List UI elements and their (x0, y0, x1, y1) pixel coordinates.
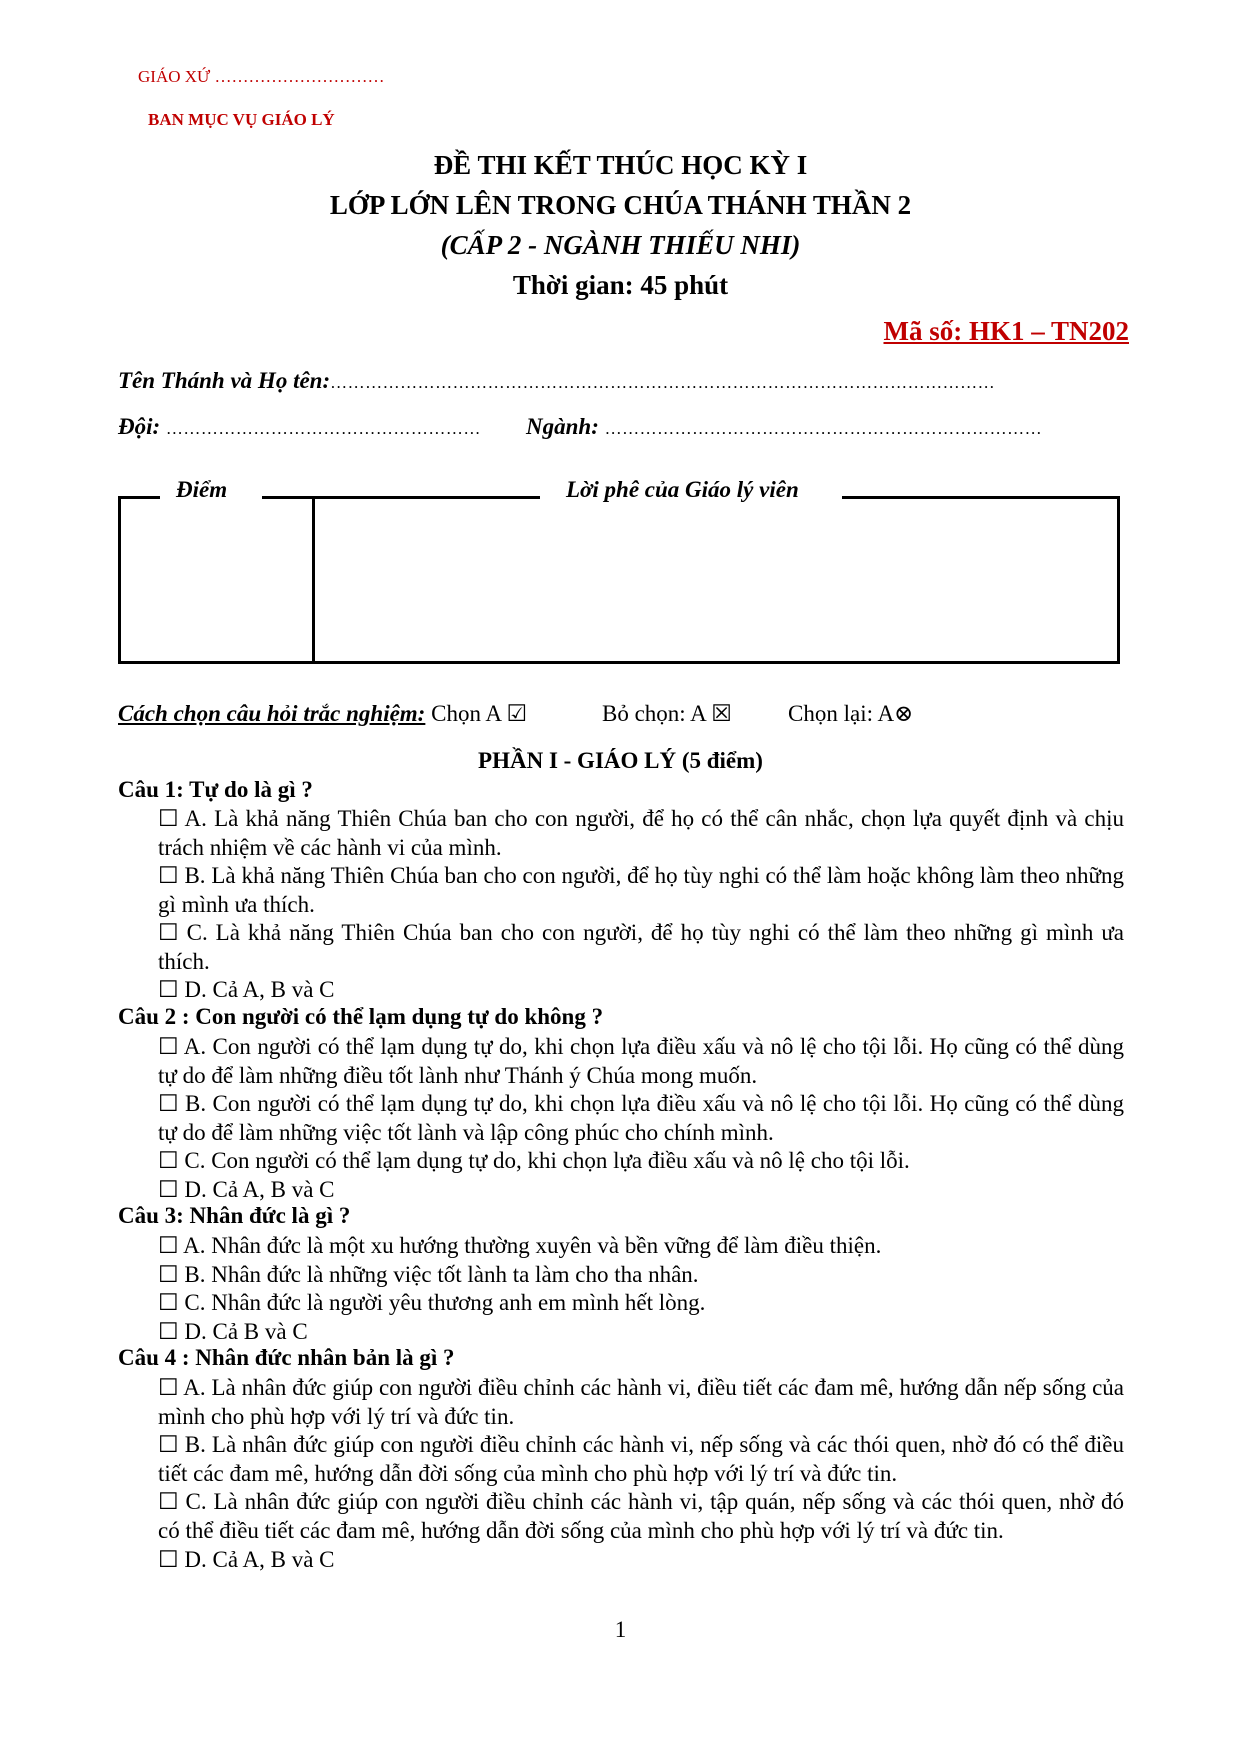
question-title: Câu 4 : Nhân đức nhân bản là gì ? (118, 1345, 455, 1370)
answer-option[interactable]: ☐ B. Là khả năng Thiên Chúa ban cho con người, để họ tùy nghi có thể làm hoặc không làm theo những gì mình ưa thích. (158, 863, 1124, 917)
name-field[interactable] (118, 368, 995, 394)
answer-option[interactable]: ☐ A. Con người có thể lạm dụng tự do, khi chọn lựa điều xấu và nô lệ cho tội lỗi. Họ cũng có thể dùng tự do để làm những điều tốt lành như Thánh ý Chúa mong muốn. (158, 1034, 1124, 1088)
score-label: Điểm (176, 477, 228, 502)
answer-option[interactable]: ☐ B. Nhân đức là những việc tốt lành ta làm cho tha nhân. (158, 1262, 699, 1287)
answer-option[interactable]: ☐ C. Là nhân đức giúp con người điều chỉnh các hành vi, tập quán, nếp sống và các thói quen, nhờ đó có thể điều tiết các đam mê, hướng dẫn đời sống của mình cho phù hợp với lý trí và đức tin. (158, 1489, 1124, 1543)
answer-option[interactable]: ☐ D. Cả A, B và C (158, 1547, 335, 1572)
answer-option[interactable]: ☐ C. Nhân đức là người yêu thương anh em mình hết lòng. (158, 1290, 706, 1315)
answer-option[interactable]: ☐ A. Nhân đức là một xu hướng thường xuyên và bền vững để làm điều thiện. (158, 1233, 882, 1258)
exam-code: Mã số: HK1 – TN202 (883, 316, 1129, 346)
answer-option[interactable]: ☐ B. Là nhân đức giúp con người điều chỉnh các hành vi, nếp sống và các thói quen, nhờ đó có thể điều tiết các đam mê, hướng dẫn đời sống của mình cho phù hợp với lý trí và đức tin. (158, 1432, 1124, 1486)
team-field-label: Đội: (118, 414, 161, 439)
answer-option[interactable]: ☐ B. Con người có thể lạm dụng tự do, khi chọn lựa điều xấu và nô lệ cho tội lỗi. Họ cũng có thể dùng tự do để làm những việc tốt lành và lập công phúc cho chính mình. (158, 1091, 1124, 1145)
page-number: 1 (614, 1617, 627, 1642)
answer-option[interactable]: ☐ D. Cả A, B và C (158, 1177, 335, 1202)
duration-title: Thời gian: 45 phút (512, 270, 729, 300)
name-field-label: Tên Thánh và Họ tên: (118, 368, 331, 393)
instruction-choose: Chọn A ☑ (431, 701, 528, 726)
parish-label: GIÁO XỨ ………………………… (138, 67, 385, 86)
class-title: LỚP LỚN LÊN TRONG CHÚA THÁNH THẦN 2 (329, 190, 912, 220)
level-title: (CẤP 2 - NGÀNH THIẾU NHI) (440, 230, 801, 260)
branch-field-label: Ngành: (526, 414, 599, 439)
department-label: BAN MỤC VỤ GIÁO LÝ (148, 110, 335, 129)
question-title: Câu 3: Nhân đức là gì ? (118, 1203, 351, 1228)
answer-instructions (118, 701, 527, 727)
answer-option[interactable]: ☐ C. Con người có thể lạm dụng tự do, khi chọn lựa điều xấu và nô lệ cho tội lỗi. (158, 1148, 910, 1173)
team-field[interactable] (118, 414, 481, 440)
question-title: Câu 1: Tự do là gì ? (118, 777, 313, 802)
instruction-unchoose: Bỏ chọn: A ☒ (602, 701, 732, 726)
branch-field[interactable] (526, 414, 1042, 440)
answer-option[interactable]: ☐ A. Là khả năng Thiên Chúa ban cho con người, để họ có thể cân nhắc, chọn lựa quyết định và chịu trách nhiệm về các hành vi của mình. (158, 806, 1124, 860)
exam-title: ĐỀ THI KẾT THÚC HỌC KỲ I (433, 150, 808, 180)
name-field-dots: …………………………………………………………………………………………………… (330, 373, 996, 392)
team-field-dots: ……………………………………………… (165, 419, 481, 438)
box-divider (312, 496, 315, 664)
answer-option[interactable]: ☐ C. Là khả năng Thiên Chúa ban cho con người, để họ tùy nghi có thể làm theo những gì mình ưa thích. (158, 920, 1124, 974)
score-comment-box (118, 496, 1120, 664)
answer-option[interactable]: ☐ D. Cả B và C (158, 1319, 308, 1344)
instruction-rechoose: Chọn lại: A⊗ (788, 701, 914, 726)
answer-option[interactable]: ☐ A. Là nhân đức giúp con người điều chỉnh các hành vi, điều tiết các đam mê, hướng dẫn nếp sống của mình cho phù hợp với lý trí và đức tin. (158, 1375, 1124, 1429)
answer-option[interactable]: ☐ D. Cả A, B và C (158, 977, 335, 1002)
question-title: Câu 2 : Con người có thể lạm dụng tự do không ? (118, 1004, 604, 1029)
section-title: PHẦN I - GIÁO LÝ (5 điểm) (478, 748, 763, 773)
instructions-label: Cách chọn câu hỏi trắc nghiệm: (118, 701, 426, 726)
comment-label: Lời phê của Giáo lý viên (566, 477, 799, 502)
branch-field-dots: ………………………………………………………………… (604, 419, 1043, 438)
